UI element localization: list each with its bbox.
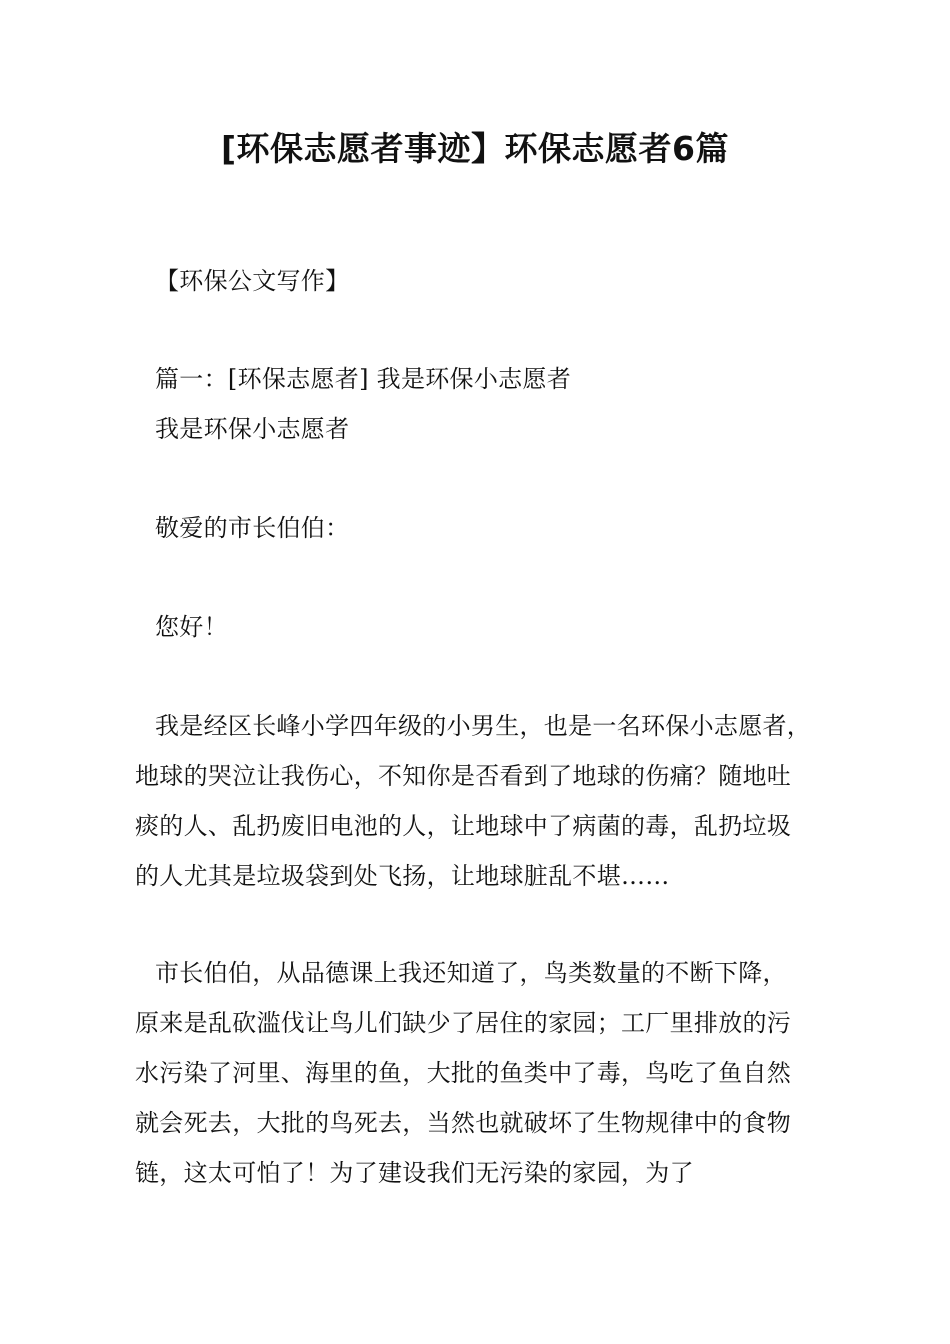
paragraph-line: 原来是乱砍滥伐让鸟儿们缺少了居住的家园；工厂里排放的污 [135, 1009, 792, 1037]
category-label: 【环保公文写作】 [155, 267, 350, 295]
paragraph-line: 水污染了河里、海里的鱼，大批的鱼类中了毒，鸟吃了鱼自然 [135, 1059, 792, 1087]
greeting: 您好！ [155, 613, 228, 641]
paragraph-line: 链，这太可怕了！为了建设我们无污染的家园，为了 [135, 1159, 694, 1187]
paragraph-line: 就会死去，大批的鸟死去，当然也就破坏了生物规律中的食物 [135, 1109, 792, 1137]
paragraph-1 [135, 701, 835, 901]
document-title: [环保志愿者事迹】环保志愿者6篇 [220, 129, 730, 168]
paragraph-line: 的人尤其是垃圾袋到处飞扬，让地球脏乱不堪…… [135, 862, 670, 890]
paragraph-line: 地球的哭泣让我伤心，不知你是否看到了地球的伤痛？随地吐 [135, 762, 792, 790]
salutation: 敬爱的市长伯伯： [155, 514, 350, 542]
section-subtitle: 我是环保小志愿者 [155, 415, 350, 443]
paragraph-line: 市长伯伯，从品德课上我还知道了，鸟类数量的不断下降， [155, 959, 787, 987]
paragraph-line: 我是经区长峰小学四年级的小男生，也是一名环保小志愿者， [155, 712, 812, 740]
paragraph-line: 痰的人、乱扔废旧电池的人，让地球中了病菌的毒，乱扔垃圾 [135, 812, 792, 840]
paragraph-2 [135, 948, 835, 1198]
section-heading: 篇一：[环保志愿者] 我是环保小志愿者 [155, 365, 572, 393]
